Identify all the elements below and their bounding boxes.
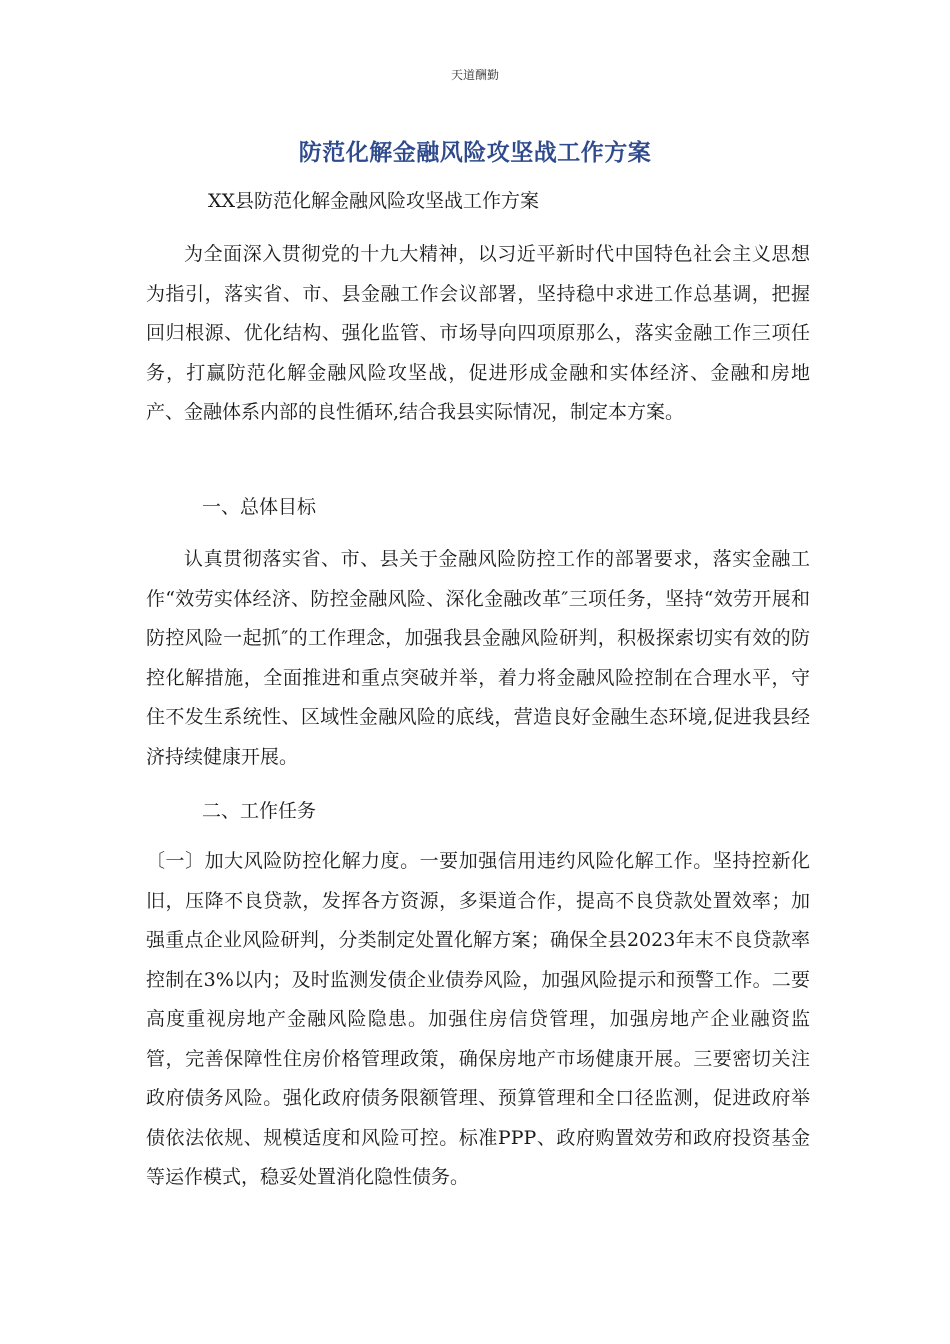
section-heading-tasks: 二、工作任务 (202, 800, 317, 822)
document-subtitle: XX县防范化解金融风险攻坚战工作方案 (208, 190, 540, 212)
header-note: 天道酬勤 (450, 68, 499, 82)
page-title: 防范化解金融风险攻坚战工作方案 (298, 140, 652, 166)
overall-goal-paragraph: 认真贯彻落实省、市、县关于金融风险防控工作的部署要求，落实金融工作“效劳实体经济、防控金融风险、深化金融改革″三项任务，坚持“效劳开展和防控风险一起抓″的工作理念，加强我县金融风险研判，积极探索切实有效的防控化解措施，全面推进和重点突破并举，着力将金融风险控制在合理水平，守住不发生系统性、区域性金融风险的底线，营造良好金融生态环境,促进我县经济持续健康开展。 (146, 548, 810, 768)
intro-paragraph: 为全面深入贯彻党的十九大精神，以习近平新时代中国特色社会主义思想为指引，落实省、市、县金融工作会议部署，坚持稳中求进工作总基调，把握回归根源、优化结构、强化监管、市场导向四项原那么，落实金融工作三项任务，打赢防范化解金融风险攻坚战，促进形成金融和实体经济、金融和房地产、金融体系内部的良性循环,结合我县实际情况，制定本方案。 (146, 243, 810, 423)
tasks-paragraph: 〔一〕加大风险防控化解力度。一要加强信用违约风险化解工作。坚持控新化旧，压降不良贷款，发挥各方资源，多渠道合作，提高不良贷款处置效率；加强重点企业风险研判，分类制定处置化解方案；确保全县2023年末不良贷款率控制在3%以内；及时监测发债企业债券风险，加强风险提示和预警工作。二要高度重视房地产金融风险隐患。加强住房信贷管理，加强房地产企业融资监管，完善保障性住房价格管理政策，确保房地产市场健康开展。三要密切关注政府债务风险。强化政府债务限额管理、预算管理和全口径监测，促进政府举债依法依规、规模适度和风险可控。标准PPP、政府购置效劳和政府投资基金等运作模式，稳妥处置消化隐性债务。 (146, 850, 810, 1188)
section-heading-overall-goal: 一、总体目标 (202, 496, 317, 518)
